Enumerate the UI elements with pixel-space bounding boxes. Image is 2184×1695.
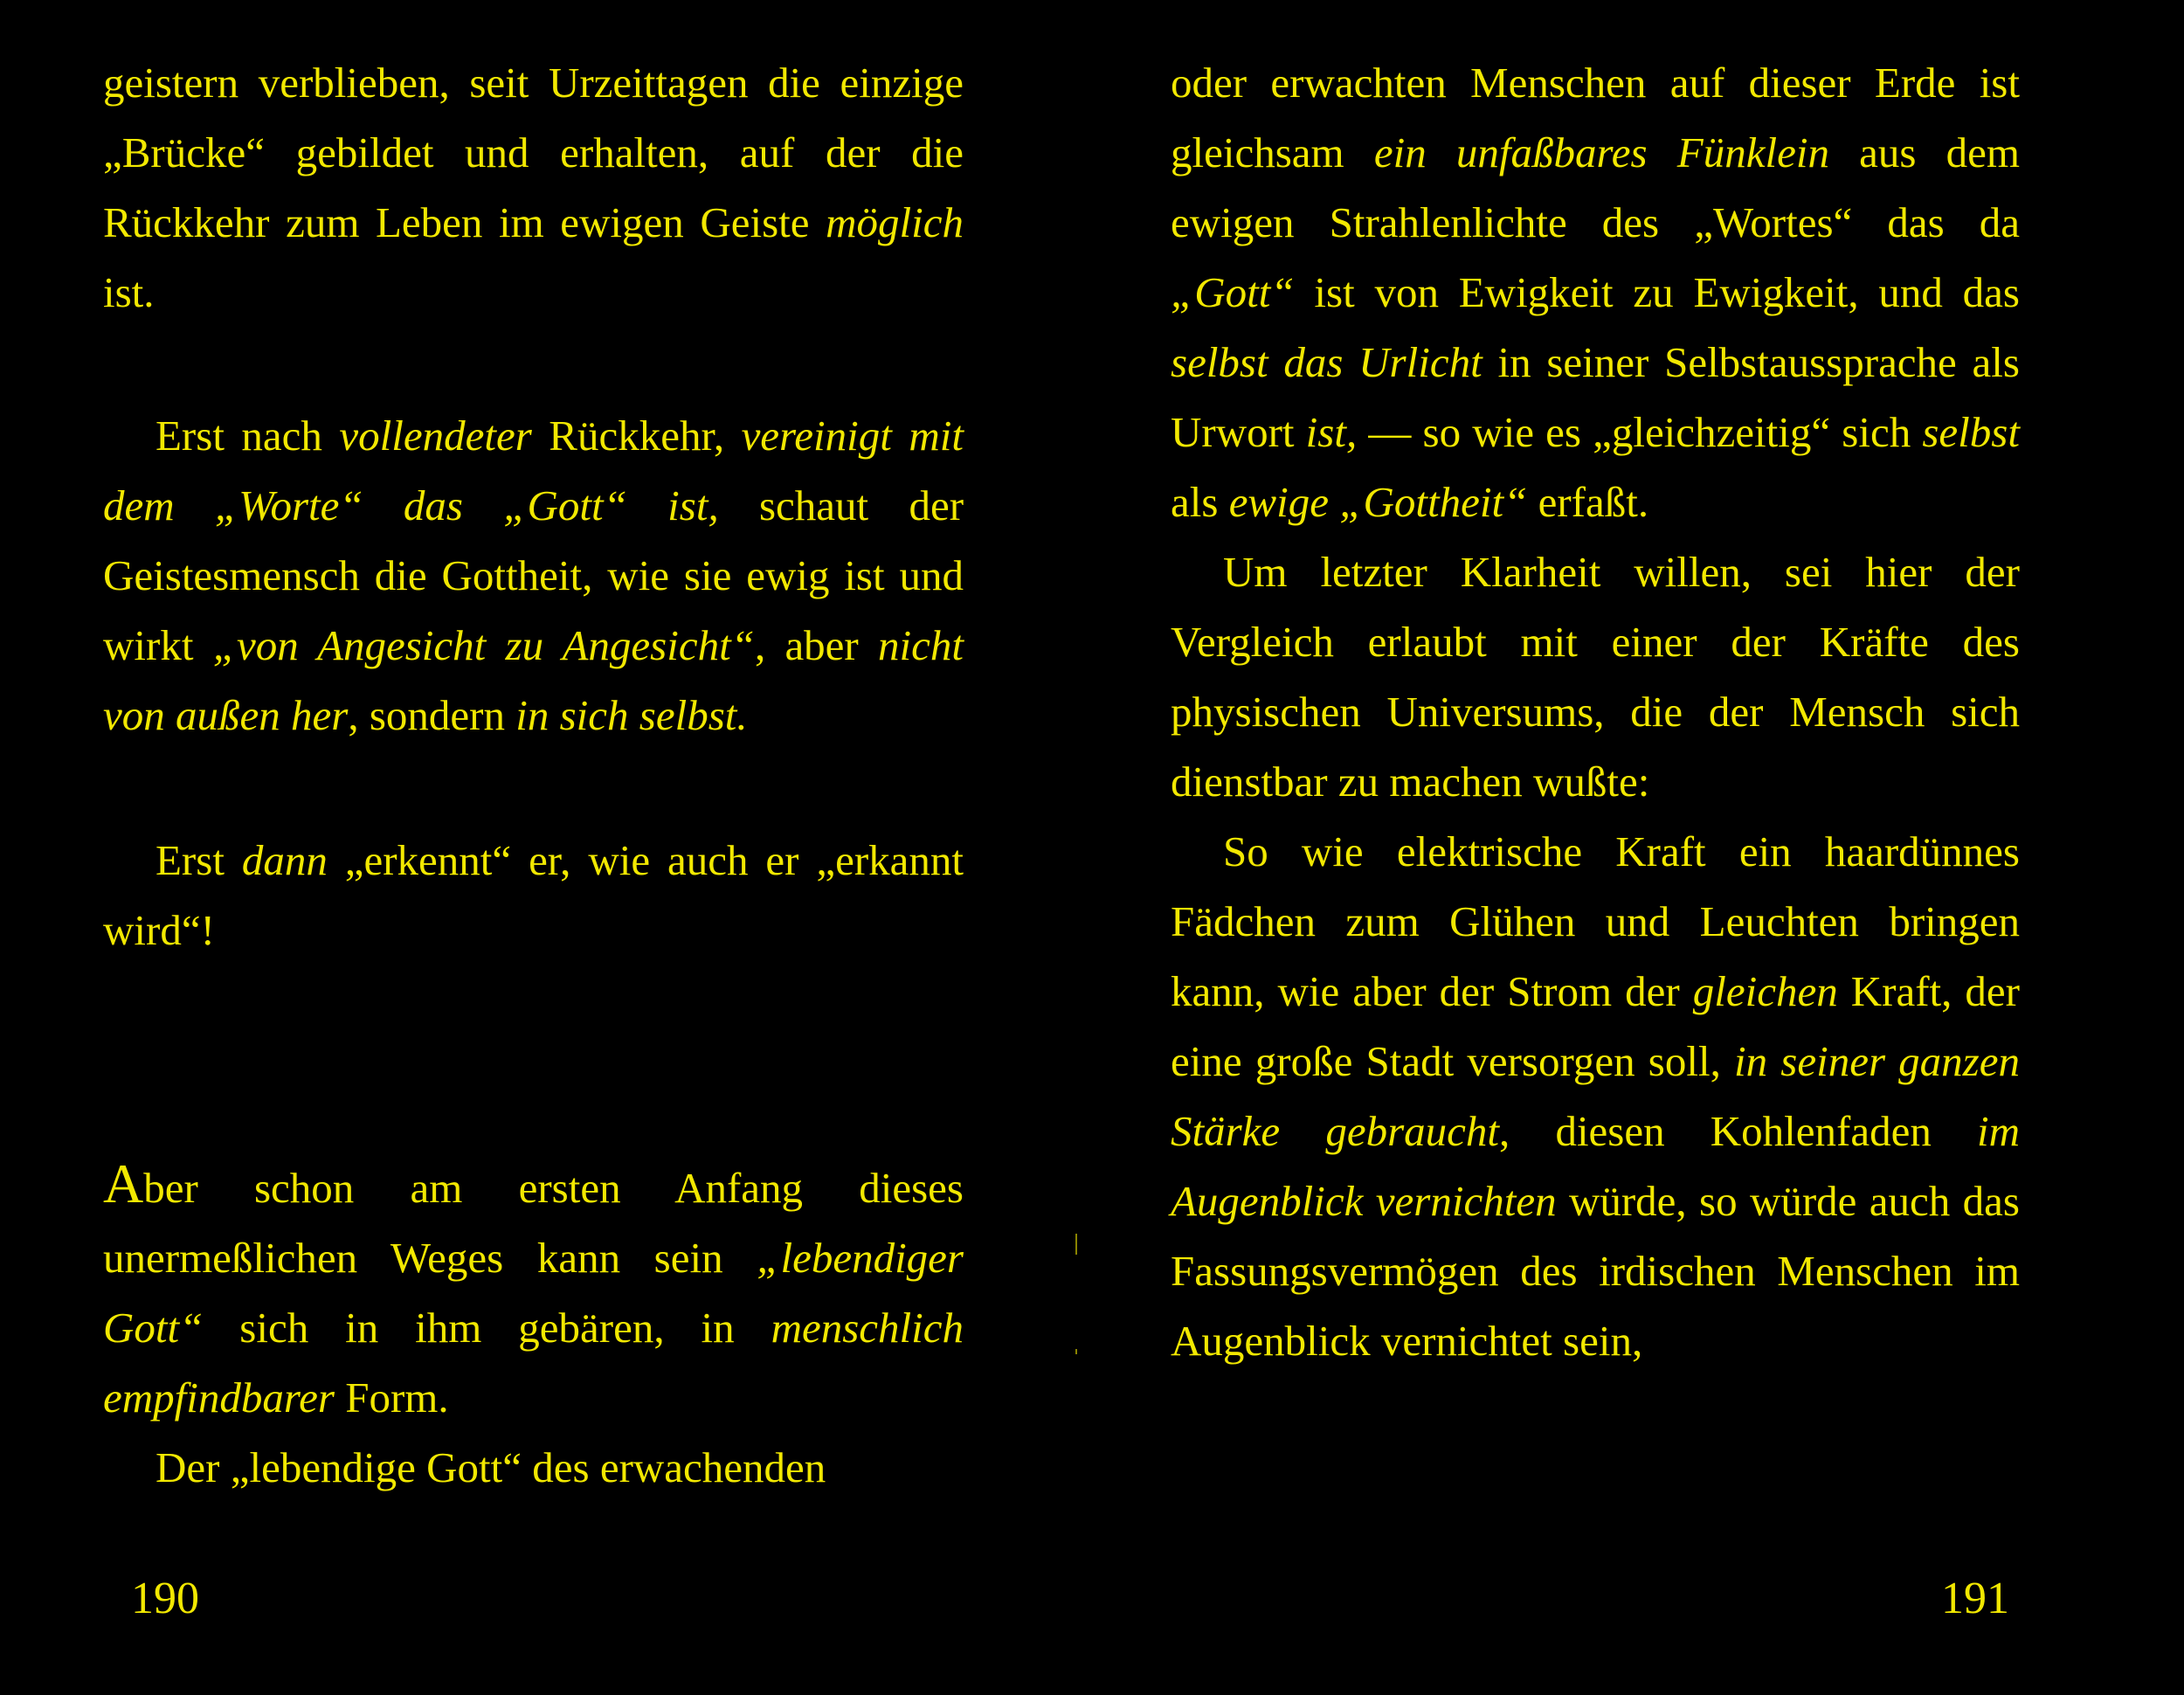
left-page [103, 48, 964, 1503]
text-run: schaut der Geistesmensch die Gottheit, wie sie ewig ist und wirkt [103, 481, 964, 669]
italic-text: menschlich empfindbarer [103, 1304, 964, 1422]
paragraph [103, 401, 964, 751]
italic-text: vereinigt mit dem „Worte“ das „Gott“ ist, [103, 412, 964, 529]
text-run: Kraft, der eine große Stadt versorgen soll, [1171, 967, 2020, 1085]
italic-text: im Augenblick vernichten [1171, 1107, 2021, 1225]
text-run: Der „lebendige Gott“ des erwachenden [156, 1443, 826, 1491]
text-run: geistern verblieben, seit Urzeittagen die einzige „Brücke“ gebildet und erhalten, auf der die Rückkehr zum Leben im ewigen Geiste [103, 59, 964, 246]
text-run: aus dem ewigen Strahlenlichte des „Wortes“ das da [1171, 128, 2021, 246]
text-run: , diesen Kohlenfaden [1499, 1107, 1978, 1155]
paragraph [1171, 48, 2020, 537]
paragraph [103, 1433, 964, 1503]
italic-text: ewige „Gottheit“ [1228, 478, 1528, 526]
text-run: ber schon am ersten Anfang dieses unermeßlichen Weges kann sein [103, 1164, 964, 1282]
text-run: würde, so würde auch das Fassungsvermögen des irdischen Menschen im Augenblick vernichtet sein, [1171, 1177, 2020, 1365]
text-run: Um letzter Klarheit willen, sei hier der Vergleich erlaubt mit einer der Kräfte des physischen Universums, die der Mensch sich dienstbar zu machen wußte: [1171, 548, 2020, 806]
italic-text: dann [241, 836, 328, 884]
italic-text: „von Angesicht zu Angesicht“ [212, 621, 755, 669]
italic-text: in sich selbst. [515, 691, 748, 739]
text-run: So wie elektrische Kraft ein haardünnes Fädchen zum Glühen und Leuchten bringen kann, wie aber der Strom der [1171, 827, 2020, 1015]
text-run: als [1171, 478, 1229, 526]
italic-text: ein unfaßbares Fünklein [1373, 128, 1829, 176]
italic-text: gleichen [1692, 967, 1838, 1015]
text-run: , sondern [348, 691, 516, 739]
text-run: oder erwachten Menschen auf dieser Erde ist gleichsam [1171, 59, 2020, 176]
italic-text: ist, [1305, 408, 1358, 456]
italic-text: in seiner ganzen Stärke gebraucht [1171, 1037, 2020, 1155]
paragraph [1171, 537, 2020, 817]
right-page [1171, 48, 2020, 1376]
text-run: ist von Ewigkeit zu Ewigkeit, und das [1294, 268, 2020, 316]
italic-text: nicht von außen her [103, 621, 964, 739]
paragraph [103, 1149, 964, 1433]
text-run: erfaßt. [1527, 478, 1649, 526]
italic-text: „Gott“ [1171, 268, 1295, 316]
paragraph [1171, 817, 2020, 1376]
text-run: Erst nach [156, 412, 340, 460]
text-run: „erkennt“ er, wie auch er „erkannt wird“! [103, 836, 964, 954]
page-number-right: 191 [1941, 1574, 2009, 1623]
drop-cap: A [103, 1152, 144, 1214]
italic-text: selbst [1922, 408, 2020, 456]
italic-text: möglich [826, 198, 964, 246]
paragraph [103, 826, 964, 965]
text-run: Form. [334, 1373, 449, 1422]
text-run: ist. [103, 268, 155, 316]
text-run: Erst [156, 836, 242, 884]
text-run: — so wie es „gleichzeitig“ sich [1357, 408, 1923, 456]
text-run: sich in ihm gebären, in [203, 1304, 771, 1352]
italic-text: „lebendiger Gott“ [103, 1234, 964, 1352]
gutter-mark [1075, 1349, 1077, 1354]
italic-text: selbst das Urlicht [1171, 338, 1482, 386]
text-run: in seiner Selbstaussprache als Urwort [1171, 338, 2020, 456]
italic-text: vollendeter [339, 412, 532, 460]
gutter-mark [1075, 1234, 1077, 1255]
paragraph [103, 48, 964, 328]
text-run: , aber [754, 621, 879, 669]
page-number-left: 190 [131, 1574, 199, 1623]
text-run: Rückkehr, [531, 412, 742, 460]
